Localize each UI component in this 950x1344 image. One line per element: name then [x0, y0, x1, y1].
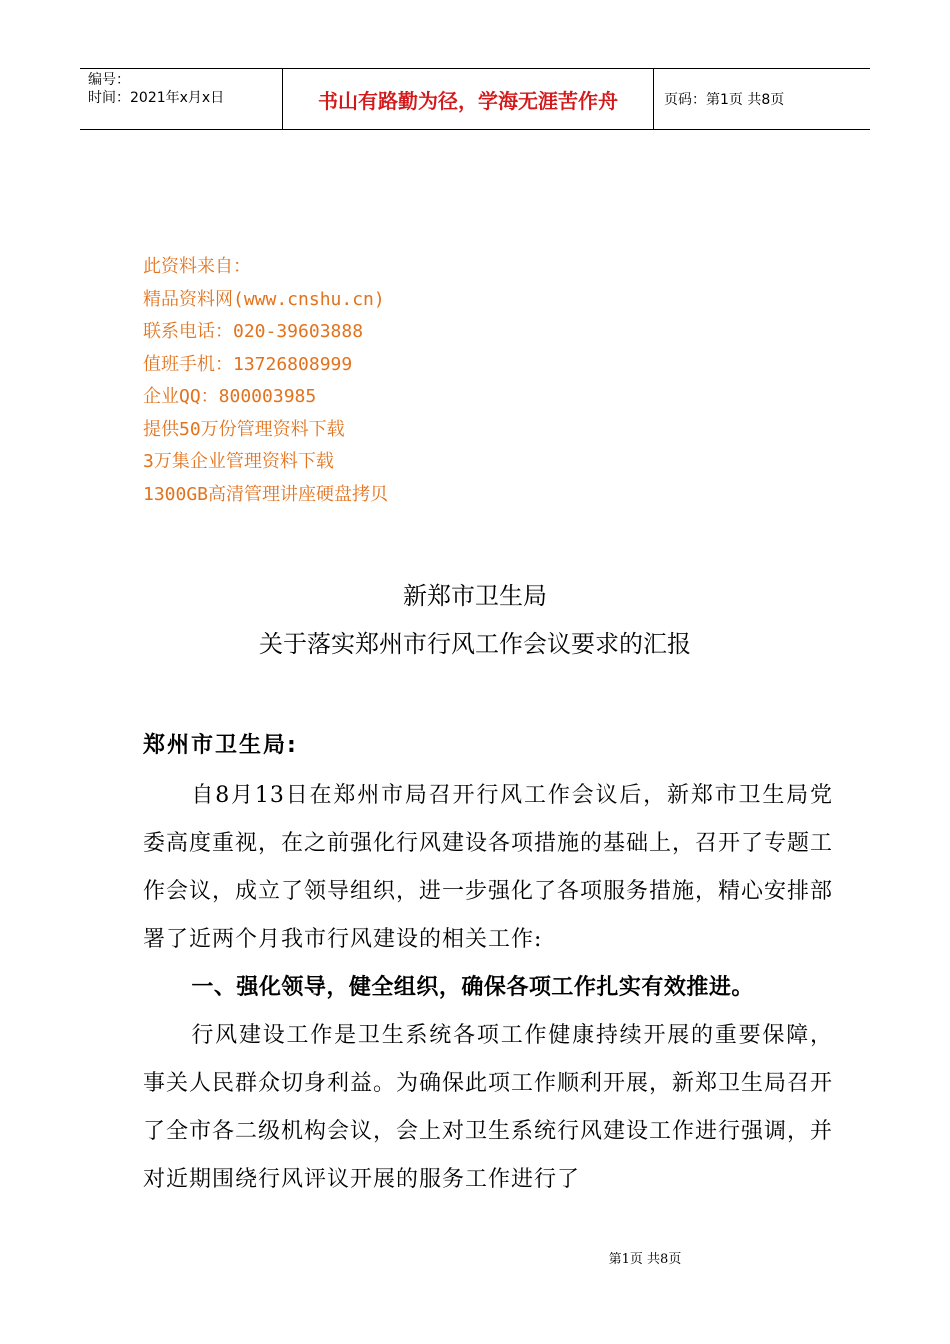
- section-heading: 一、强化领导，健全组织，确保各项工作扎实有效推进。: [191, 975, 754, 1000]
- source-line: 企业QQ：800003985: [143, 386, 317, 407]
- document-title-org: 新郑市卫生局: [403, 582, 547, 610]
- source-info-block: [143, 251, 388, 511]
- addressee: 郑州市卫生局:: [143, 733, 298, 758]
- document-body: [143, 772, 833, 1204]
- paragraph: 自8月13日在郑州市局召开行风工作会议后，新郑市卫生局党委高度重视，在之前强化行风建设各项措施的基础上，召开了专题工作会议，成立了领导组织，进一步强化了各项服务措施，精心安排部署了近两个月我市行风建设的相关工作:: [143, 783, 834, 952]
- source-line: 值班手机：13726808999: [143, 353, 353, 375]
- source-line: 1300GB高清管理讲座硬盘拷贝: [143, 483, 389, 505]
- paragraph: 行风建设工作是卫生系统各项工作健康持续开展的重要保障，事关人民群众切身利益。为确保此项工作顺利开展，新郑卫生局召开了全市各二级机构会议，会上对卫生系统行风建设工作进行强调，并对近期围绕行风评议开展的服务工作进行了: [143, 1023, 834, 1192]
- page-header: [80, 68, 870, 130]
- header-meta: [80, 69, 282, 129]
- source-line: 此资料来自：: [143, 256, 251, 277]
- source-line: 联系电话：020-39603888: [143, 321, 364, 342]
- source-line: 提供50万份管理资料下载: [143, 418, 345, 440]
- document-title: 关于落实郑州市行风工作会议要求的汇报: [259, 630, 691, 658]
- header-motto: 书山有路勤为径，学海无涯苦作舟: [282, 69, 654, 129]
- header-number-label: 编号：: [88, 72, 130, 88]
- header-time-label: 时间：2021年x月x日: [88, 90, 225, 106]
- header-page-info: 页码：第1页 共8页: [664, 92, 785, 108]
- source-line: 3万集企业管理资料下载: [143, 451, 334, 472]
- source-line: 精品资料网(www.cnshu.cn): [143, 288, 385, 310]
- page-footer: 第1页 共8页: [608, 1252, 682, 1267]
